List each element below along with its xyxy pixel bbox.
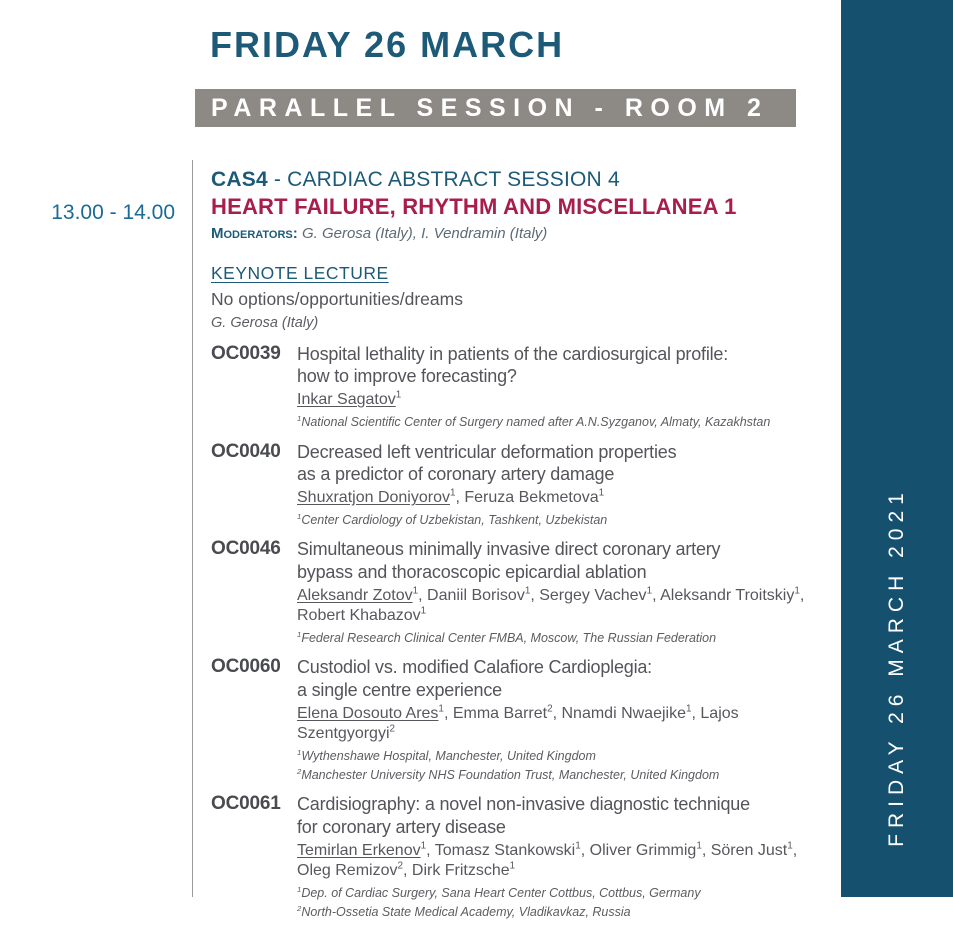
author-name[interactable]: Inkar Sagatov	[297, 391, 396, 409]
author-name: Lajos Szentgyorgyi	[297, 704, 739, 742]
affiliation-number: 1	[297, 512, 302, 522]
page-title: FRIDAY 26 MARCH	[210, 24, 565, 65]
affiliation-list	[297, 748, 839, 784]
author-affiliation-number: 1	[524, 585, 531, 597]
author-name: Aleksandr Troitskiy	[660, 587, 795, 605]
moderators-names: G. Gerosa (Italy), I. Vendramin (Italy)	[301, 224, 548, 242]
abstract-row	[211, 793, 839, 920]
author-affiliation-number: 2	[389, 723, 396, 735]
abstract-body	[297, 343, 839, 431]
author-name: Dirk Fritzsche	[411, 862, 510, 880]
session-name: - CARDIAC ABSTRACT SESSION 4	[267, 168, 620, 191]
abstract-row	[211, 441, 839, 529]
author-name: Oliver Grimmig	[589, 842, 697, 860]
abstract-title: Cardisiography: a novel non-invasive diagnostic technique for coronary artery disease	[297, 794, 750, 837]
affiliation: $^2$Manchester University NHS Foundation Trust, Manchester, United Kingdom	[297, 767, 720, 783]
affiliation-list	[297, 414, 839, 430]
affiliation-number: 1	[297, 414, 302, 424]
keynote-title: No options/opportunities/dreams	[211, 288, 463, 309]
affiliation-number: 2	[297, 767, 302, 777]
session-subtitle: HEART FAILURE, RHYTHM AND MISCELLANEA 1	[211, 194, 737, 220]
abstract-body	[297, 656, 839, 783]
author-name: Sergey Vachev	[539, 587, 647, 605]
affiliation-list	[297, 630, 839, 646]
abstract-row	[211, 343, 839, 431]
affiliation-number: 2	[297, 904, 302, 914]
author-affiliation-number: 1	[449, 487, 456, 499]
abstract-code: OC0060	[211, 656, 281, 678]
abstract-body	[297, 538, 839, 646]
keynote-section	[211, 263, 839, 333]
author-affiliation-number: 1	[438, 703, 444, 715]
affiliation: $^1$Center Cardiology of Uzbekistan, Tashkent, Uzbekistan	[297, 512, 608, 528]
abstract-code: OC0061	[211, 793, 281, 815]
affiliation-list	[297, 885, 839, 921]
author-affiliation-number: 1	[412, 585, 419, 597]
session-content	[211, 167, 839, 931]
author-affiliation-number: 1	[685, 703, 692, 715]
abstract-title: Hospital lethality in patients of the cardiosurgical profile: how to improve forecasting?	[297, 343, 729, 386]
author-name[interactable]: Aleksandr Zotov	[297, 587, 413, 605]
affiliation: $^1$National Scientific Center of Surgery named after A.N.Syzganov, Almaty, Kazakhstan	[297, 414, 771, 430]
session-code: CAS4	[211, 168, 268, 191]
affiliation-number: 1	[297, 884, 302, 894]
affiliation-list	[297, 512, 839, 528]
author-affiliation-number: 1	[598, 487, 605, 499]
author-affiliation-number: 1	[646, 585, 653, 597]
author-affiliation-number: 1	[787, 840, 793, 852]
moderators-label: Moderators:	[211, 224, 298, 242]
author-name: Feruza Bekmetova	[464, 489, 599, 507]
session-time: 13.00 - 14.00	[51, 201, 175, 224]
session-banner: PARALLEL SESSION - ROOM 2	[195, 89, 796, 127]
author-line: Shuxratjon Doniyorov$^1$, Feruza Bekmetova$^1$	[297, 487, 605, 507]
author-affiliation-number: 2	[547, 703, 553, 715]
author-name: Sören Just	[710, 842, 788, 860]
abstract-list	[211, 343, 839, 921]
abstract-row	[211, 656, 839, 783]
abstract-title: Decreased left ventricular deformation properties as a predictor of coronary artery damage	[297, 441, 677, 484]
keynote-heading-link[interactable]: KEYNOTE LECTURE	[211, 263, 389, 284]
abstract-row	[211, 538, 839, 646]
affiliation: $^1$Dep. of Cardiac Surgery, Sana Heart Center Cottbus, Cottbus, Germany	[297, 884, 701, 901]
affiliation-number: 1	[297, 747, 302, 757]
abstract-code: OC0040	[211, 440, 281, 462]
author-line: Aleksandr Zotov$^1$, Daniil Borisov$^1$, Sergey Vachev$^1$, Aleksandr Troitskiy$^1$, Robert Khabazov$^1$	[297, 585, 805, 625]
author-line: Elena Dosouto Ares$^1$, Emma Barret$^2$, Nnamdi Nwaejike$^1$, Lajos Szentgyorgyi$^2$	[297, 703, 739, 742]
author-name: Nnamdi Nwaejike	[561, 704, 686, 722]
author-name: Daniil Borisov	[427, 587, 525, 605]
affiliation: $^1$Federal Research Clinical Center FMBA, Moscow, The Russian Federation	[297, 629, 717, 646]
author-name: Oleg Remizov	[297, 862, 398, 880]
author-name: Robert Khabazov	[297, 607, 421, 625]
author-affiliation-number: 1	[794, 585, 800, 597]
vertical-divider	[192, 160, 193, 897]
sidebar-date-label: FRIDAY 26 MARCH 2021	[885, 487, 908, 847]
moderators-line	[211, 224, 839, 244]
abstract-body	[297, 441, 839, 529]
abstract-title: Custodiol vs. modified Calafiore Cardioplegia: a single centre experience	[297, 657, 652, 700]
affiliation: $^2$North-Ossetia State Medical Academy, Vladikavkaz, Russia	[297, 904, 631, 920]
author-line: Temirlan Erkenov$^1$, Tomasz Stankowski$^1$, Oliver Grimmig$^1$, Sören Just$^1$, Oleg Remizov$^2$, Dirk Fritzsche$^1$	[297, 840, 798, 880]
author-line	[297, 390, 839, 410]
sidebar	[841, 0, 953, 897]
affiliation: $^1$Wythenshawe Hospital, Manchester, United Kingdom	[297, 747, 596, 763]
author-name[interactable]: Elena Dosouto Ares	[297, 704, 439, 722]
author-affiliation-number: 1	[420, 840, 427, 852]
author-affiliation-number: 1	[509, 860, 516, 872]
author-name[interactable]: Temirlan Erkenov	[297, 842, 421, 860]
abstract-code: OC0046	[211, 538, 281, 560]
author-name: Emma Barret	[452, 704, 548, 722]
keynote-speaker: G. Gerosa (Italy)	[211, 314, 319, 331]
abstract-body	[297, 793, 839, 920]
abstract-title: Simultaneous minimally invasive direct coronary artery bypass and thoracoscopic epicardial ablation	[297, 539, 721, 582]
author-affiliation-number: 1	[420, 605, 427, 617]
abstract-code: OC0039	[211, 342, 281, 364]
author-name: Tomasz Stankowski	[434, 842, 576, 860]
affiliation-number: 1	[297, 629, 302, 639]
author-affiliation-number: 1	[395, 389, 402, 401]
author-affiliation-number: 1	[696, 840, 702, 852]
author-affiliation-number: 1	[575, 840, 581, 852]
author-name[interactable]: Shuxratjon Doniyorov	[297, 489, 450, 507]
author-affiliation-number: 2	[397, 860, 403, 872]
session-code-heading	[211, 167, 839, 192]
